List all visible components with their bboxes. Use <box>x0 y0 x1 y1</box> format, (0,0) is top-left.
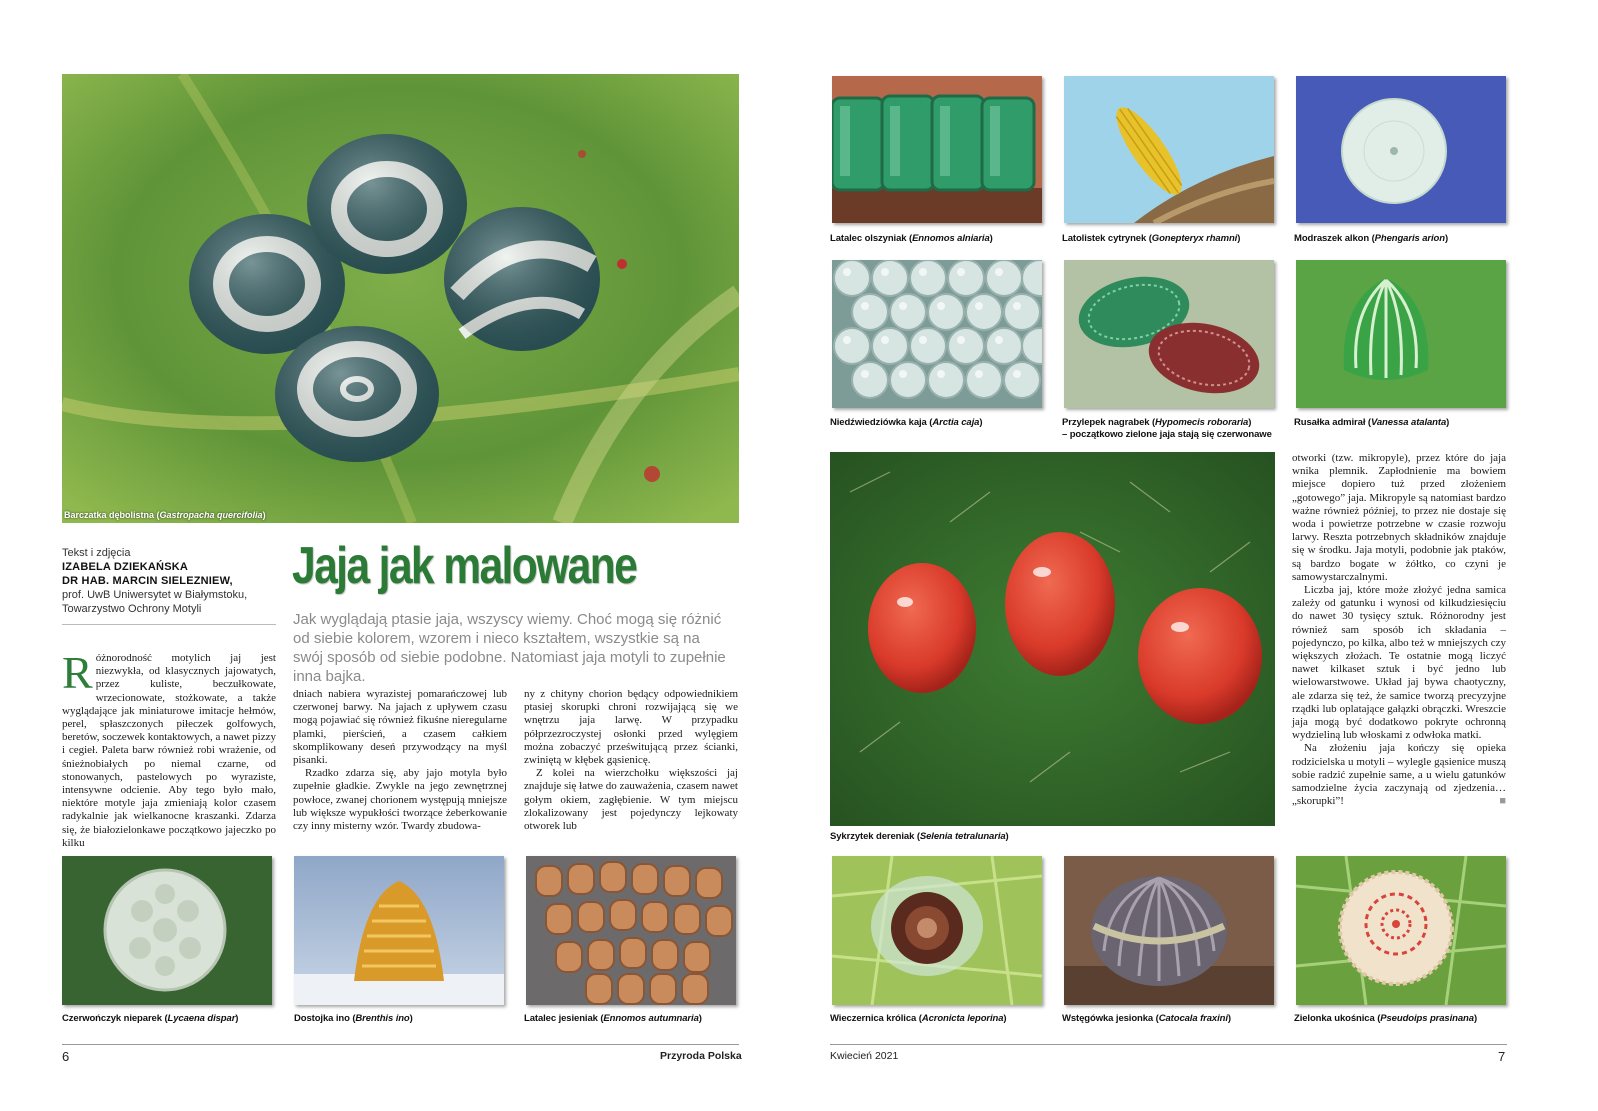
byline-divider <box>62 624 276 625</box>
caption-ennomos-alniaria: Latalec olszyniak (Ennomos alniaria) <box>830 233 993 244</box>
body-paragraph: otworki (tzw. mikropyle), przez które do jaja wnika plemnik. Zapłodnienie ma bowiem miejsce dopiero tuż przed złożeniem „gotowego” jaja. Mikropyle są natomiast bardzo ważne również później, to przez nie dostaje się woda i powietrze potrzebne w czasie rozwoju larwy. Reszta potrzebnych składników znajduje się w środku. Jaja motyli, podobnie jak ptaków, są bardzo bogate w żółtko, co czyni je samowystarczalnymi. <box>1292 452 1506 583</box>
body-paragraph: Różnorodność motylich jaj jest niezwykła, od klasycznych jajowatych, przez kuliste, beczułkowate, wrzecionowate, stożkowate, a także wyglądające jak miniaturowe imitacje hełmów, perel, spłaszczonych piłeczek golfowych, beretów, soczewek kontaktowych, a nawet pizzy i cegieł. Paleta barw również robi wrażenie, od śnieżnobiałych po niemal czarne, od stonowanych, pastelowych po wyraziste, intensywne odcienie. Aby tego było mało, niektóre motyle jaja zmieniają kolor czasem radykalnie jak wielkanocne kraszanki. Zdarza się, że białozielonkawe początkowo jajeczko po kilku <box>62 647 277 849</box>
photo-acronicta-leporina <box>832 856 1042 1005</box>
caption-hypomecis-roboraria: Przylepek nagrabek (Hypomecis roboraria) <box>1062 417 1252 428</box>
caption-arctia-caja: Niedźwiedziówka kaja (Arctia caja) <box>830 417 983 428</box>
page-number: 7 <box>1498 1049 1506 1064</box>
issue-date: Kwiecień 2021 <box>830 1050 899 1062</box>
body-column-2 <box>293 688 507 833</box>
page-number: 6 <box>62 1049 70 1064</box>
body-paragraph: dniach nabiera wyrazistej pomarańczowej lub czerwonej barwy. Na jajach z upływem czasu mogą pojawiać się również fikuśne nieregularne plamki, pierścień, a czasem całkiem skomplikowany deseń przywodzący na myśl pisanki. <box>293 688 507 767</box>
caption-brenthis-ino: Dostojka ino (Brenthis ino) <box>294 1013 413 1024</box>
magazine-name: Przyroda Polska <box>660 1050 742 1062</box>
caption-acronicta-leporina: Wieczernica królica (Acronicta leporina) <box>830 1013 1007 1024</box>
caption-catocala-fraxini: Wstęgówka jesionka (Catocala fraxini) <box>1062 1013 1231 1024</box>
body-column-1 <box>62 647 277 850</box>
byline <box>62 546 277 616</box>
photo-vanessa-atalanta <box>1296 260 1506 408</box>
footer-rule <box>62 1044 739 1045</box>
body-column-4 <box>1292 452 1506 808</box>
body-paragraph: Z kolei na wierzchołku większości jaj znajduje się łatwe do zauważenia, czasem nawet gołym okiem, zagłębienie. W tym miejscu zlokalizowany jest pojedynczy lejkowaty otworek lub <box>524 767 738 833</box>
photo-selenia-tetralunaria <box>830 452 1275 826</box>
hero-photo <box>62 74 739 523</box>
affiliation: prof. UwB Uniwersytet w Białymstoku, <box>62 589 248 601</box>
article-lead: Jak wyglądają ptasie jaja, wszyscy wiemy. Choć mogą się różnić od siebie kolorem, wzorem i nieco kształtem, wszystkie są na swój sposób od siebie podobne. Natomiast jaja motyli to zupełnie inna bajka. <box>293 611 726 685</box>
caption-hypomecis-note: – początkowo zielone jaja stają się czerwonawe <box>1062 429 1272 440</box>
photo-ennomos-alniaria <box>832 76 1042 223</box>
photo-lycaena-dispar <box>62 856 272 1005</box>
caption-phengaris-arion: Modraszek alkon (Phengaris arion) <box>1294 233 1449 244</box>
caption-gonepteryx-rhamni: Latolistek cytrynek (Gonepteryx rhamni) <box>1062 233 1241 244</box>
photo-arctia-caja <box>832 260 1042 408</box>
author-name: DR HAB. MARCIN SIELEZNIEW, <box>62 575 233 587</box>
body-column-3 <box>524 688 738 833</box>
footer-rule <box>830 1044 1507 1045</box>
photo-ennomos-autumnaria <box>526 856 736 1005</box>
photo-phengaris-arion <box>1296 76 1506 223</box>
caption-lycaena-dispar: Czerwończyk nieparek (Lycaena dispar) <box>62 1013 239 1024</box>
hero-caption: Barczatka dębolistna (Gastropacha quercifolia) <box>64 510 266 520</box>
caption-ennomos-autumnaria: Latalec jesieniak (Ennomos autumnaria) <box>524 1013 702 1024</box>
affiliation: Towarzystwo Ochrony Motyli <box>62 603 202 615</box>
byline-label: Tekst i zdjęcia <box>62 547 131 559</box>
photo-catocala-fraxini <box>1064 856 1274 1005</box>
body-paragraph: Rzadko zdarza się, aby jajo motyla było zupełnie gładkie. Zwykle na jego zewnętrznej powłoce, zwanej chorionem występują mniejsze lub większe wypukłości tworzące żeberkowanie czy inny misterny wzór. Twardy zbudowa- <box>293 767 507 833</box>
end-mark: ■ <box>1499 795 1506 808</box>
drop-cap: R <box>62 647 93 698</box>
body-paragraph: ny z chityny chorion będący odpowiednikiem ptasiej skorupki chroni rozwijającą się we wnętrzu jaja larwę. W przypadku półprzezroczystej osłonki przed wylęgiem można zobaczyć prześwitującą przez ścianki, zwiniętą w kłębek gąsienicę. <box>524 688 738 767</box>
caption-selenia-tetralunaria: Sykrzytek dereniak (Selenia tetralunaria) <box>830 831 1009 842</box>
photo-pseudoips-prasinana <box>1296 856 1506 1005</box>
body-paragraph: Na złożeniu jaja kończy się opieka rodzicielska u motyli – wylegle gąsienice muszą sobie radzić zupełnie same, a u wielu gatunków samodzielne życia zaczynają od zjedzenia… „skorupki”! ■ <box>1292 742 1506 808</box>
photo-brenthis-ino <box>294 856 504 1005</box>
article-title: Jaja jak malowane <box>292 537 637 595</box>
photo-gonepteryx-rhamni <box>1064 76 1274 223</box>
caption-pseudoips-prasinana: Zielonka ukośnica (Pseudoips prasinana) <box>1294 1013 1478 1024</box>
body-paragraph: Liczba jaj, które może złożyć jedna samica zależy od gatunku i wynosi od kilkudziesięciu do nawet 30 tysięcy sztuk. Różnorodny jest również sam sposób ich składania – pojedynczo, po kilka, albo też w mniejszych czy większych złożach. Te ostatnie mogą liczyć nawet kilkaset sztuk i być jedno lub wielowarstwowe. Układ jaj bywa chaotyczny, ale zdarza się też, że samice tworzą precyzyjne rządki lub oplatające gałązki obrączki. Wreszcie jaja mogą być dodatkowo pokryte ochronną wydzieliną lub włoskami z odwłoka matki. <box>1292 584 1506 742</box>
author-name: IZABELA DZIEKAŃSKA <box>62 561 189 573</box>
caption-vanessa-atalanta: Rusałka admirał (Vanessa atalanta) <box>1294 417 1450 428</box>
photo-hypomecis-roboraria <box>1064 260 1274 408</box>
